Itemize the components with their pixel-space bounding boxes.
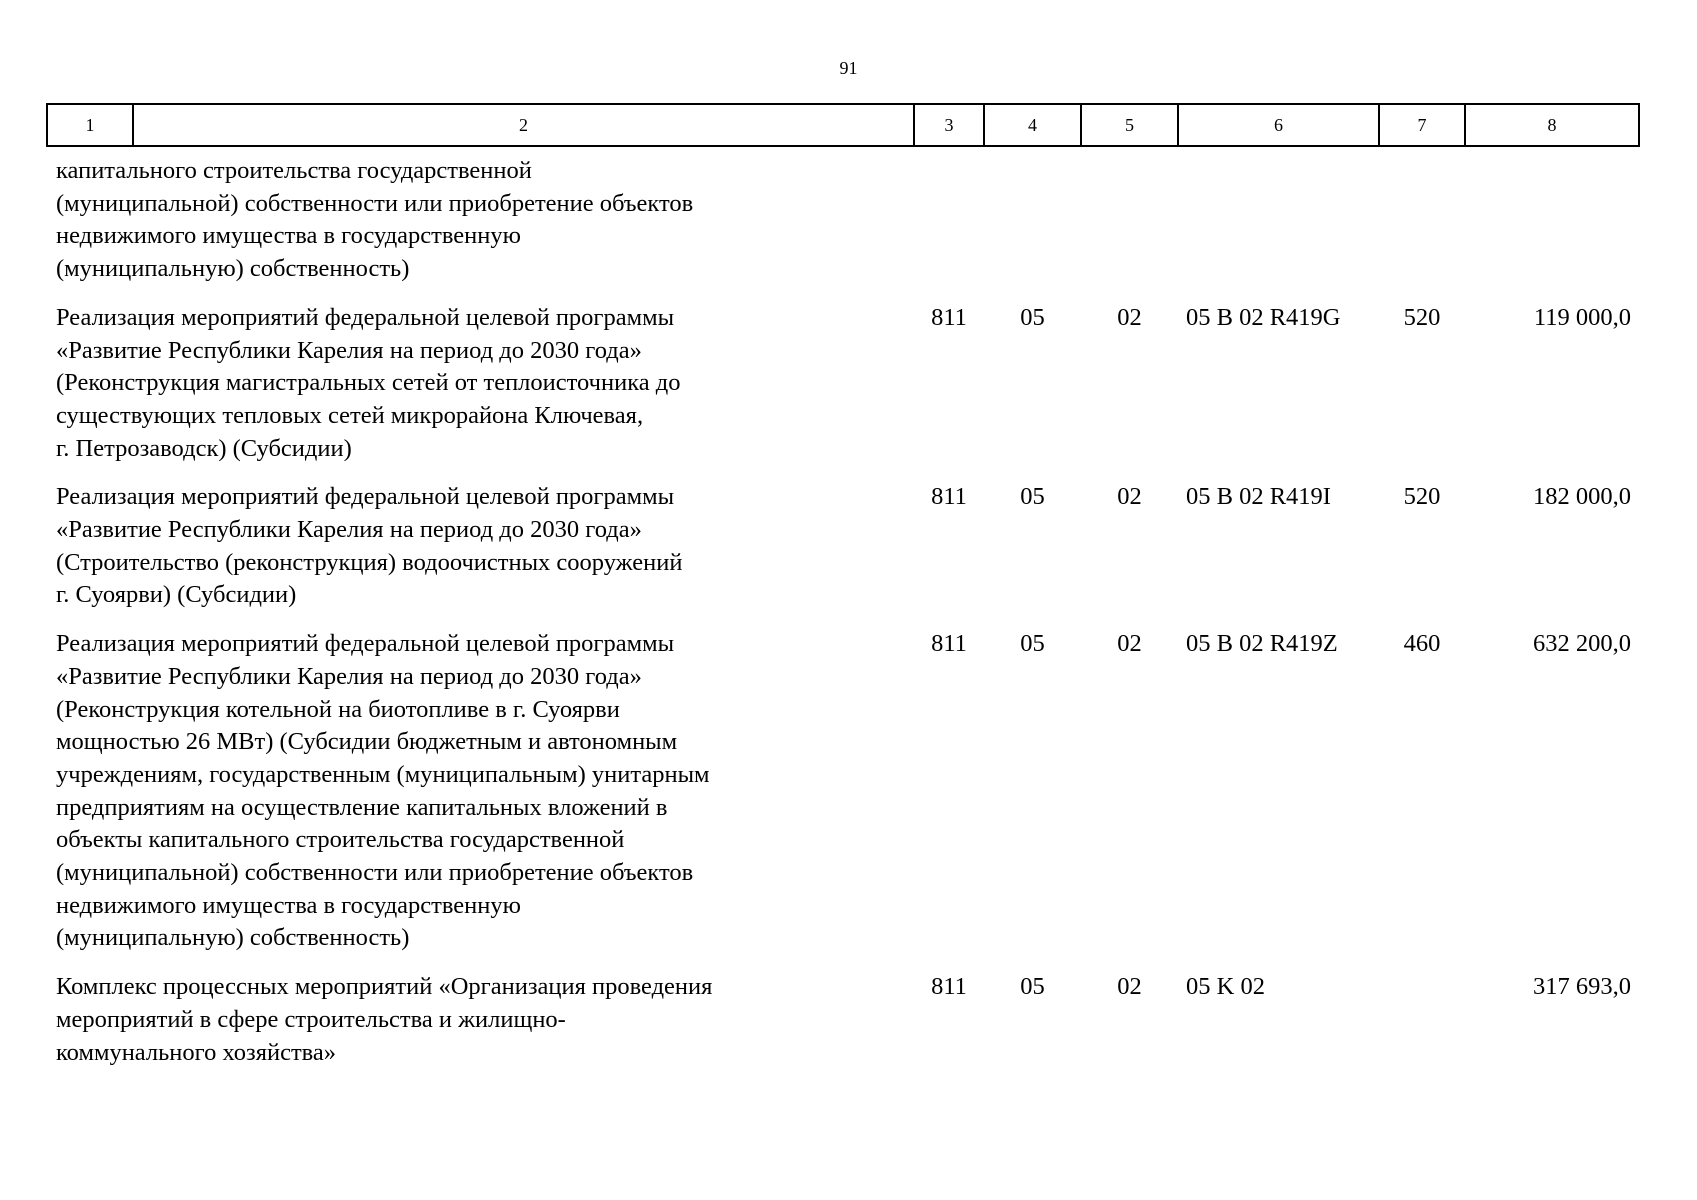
target-article-cell: 05 B 02 R419G (1186, 303, 1341, 331)
row-name-cell (47, 481, 914, 628)
table-row (47, 628, 1639, 971)
target-article-cell: 05 B 02 R419I (1186, 483, 1331, 511)
ministry-code-cell: 811 (931, 973, 967, 1001)
row-name-line: капитального строительства государственной (56, 157, 532, 184)
expense-type-cell: 520 (1403, 483, 1441, 511)
row-name-cell (47, 146, 914, 302)
budget-table (46, 103, 1640, 1085)
row-name-cell (47, 628, 914, 971)
amount-cell: 317 693,0 (1533, 973, 1631, 1001)
subsection-code-cell: 02 (1117, 630, 1142, 658)
row-name-line: недвижимого имущества в государственную (56, 891, 521, 919)
section-code-cell: 05 (1020, 630, 1045, 658)
expense-type-cell: 460 (1403, 630, 1441, 658)
row-name-line: Реализация мероприятий федеральной целевой программы (56, 630, 675, 658)
header-col-4: 4 (984, 104, 1081, 146)
row-name-line: г. Суоярви) (Субсидии) (56, 581, 297, 609)
row-name-text (56, 628, 908, 955)
row-name-line: (муниципальной) собственности или приобретение объектов (56, 189, 694, 217)
row-name-line: г. Петрозаводск) (Субсидии) (56, 434, 352, 462)
expense-type-cell (1379, 146, 1465, 302)
header-col-7: 7 (1379, 104, 1465, 146)
table-header (47, 104, 1639, 146)
row-name-cell (47, 971, 914, 1085)
header-col-1: 1 (47, 104, 133, 146)
header-col-8: 8 (1465, 104, 1639, 146)
ministry-code-cell: 811 (931, 483, 967, 511)
table-row (47, 302, 1639, 482)
row-name-text (56, 302, 908, 466)
header-row (47, 104, 1639, 146)
row-name-line: Комплекс процессных мероприятий «Организация проведения (56, 973, 713, 1001)
ministry-code-cell: 811 (931, 630, 967, 658)
row-name-line: Реализация мероприятий федеральной целевой программы (56, 303, 675, 331)
target-article-cell (1178, 146, 1379, 302)
table-row (47, 481, 1639, 628)
row-name-line: «Развитие Республики Карелия на период до 2030 года» (56, 662, 642, 690)
section-code-cell: 05 (1020, 973, 1045, 1001)
amount-cell (1465, 146, 1639, 302)
section-code-cell (984, 146, 1081, 302)
target-article-cell: 05 B 02 R419Z (1186, 630, 1338, 658)
row-name-text (56, 971, 908, 1069)
ministry-code-cell (914, 146, 984, 302)
header-col-2: 2 (133, 104, 914, 146)
header-col-6: 6 (1178, 104, 1379, 146)
table-row (47, 146, 1639, 302)
row-name-line: коммунального хозяйства» (56, 1038, 337, 1066)
row-name-line: «Развитие Республики Карелия на период до 2030 года» (56, 336, 642, 364)
expense-type-cell (1379, 971, 1465, 1085)
subsection-code-cell (1081, 146, 1178, 302)
row-name-line: мощностью 26 МВт) (Субсидии бюджетным и автономным (56, 728, 678, 756)
header-col-3: 3 (914, 104, 984, 146)
subsection-code-cell: 02 (1117, 303, 1142, 331)
row-name-line: (Реконструкция магистральных сетей от теплоисточника до (56, 369, 681, 397)
row-name-line: существующих тепловых сетей микрорайона Ключевая, (56, 401, 644, 429)
table-body (47, 146, 1639, 1085)
row-name-line: (муниципальной) собственности или приобретение объектов (56, 859, 694, 887)
row-name-line: (муниципальную) собственность) (56, 255, 410, 283)
row-name-line: учреждениям, государственным (муниципальным) унитарным (56, 760, 710, 788)
row-name-line: (Строительство (реконструкция) водоочистных сооружений (56, 548, 683, 576)
table-row (47, 971, 1639, 1085)
row-name-line: мероприятий в сфере строительства и жилищно- (56, 1005, 566, 1033)
section-code-cell: 05 (1020, 483, 1045, 511)
amount-cell: 119 000,0 (1533, 303, 1631, 331)
page-number: 91 (839, 58, 858, 78)
row-name-line: (муниципальную) собственность) (56, 924, 410, 952)
row-name-line: (Реконструкция котельной на биотопливе в г. Суоярви (56, 695, 620, 723)
target-article-cell: 05 K 02 (1186, 973, 1265, 1001)
ministry-code-cell: 811 (931, 303, 967, 331)
row-name-line: объекты капитального строительства государственной (56, 826, 625, 854)
expense-type-cell: 520 (1403, 303, 1441, 331)
row-name-line: недвижимого имущества в государственную (56, 222, 521, 250)
row-name-line: «Развитие Республики Карелия на период до 2030 года» (56, 516, 642, 544)
row-name-text (56, 155, 908, 286)
row-name-line: Реализация мероприятий федеральной целевой программы (56, 483, 675, 511)
subsection-code-cell: 02 (1117, 483, 1142, 511)
section-code-cell: 05 (1020, 303, 1045, 331)
amount-cell: 182 000,0 (1533, 483, 1631, 511)
row-name-line: предприятиям на осуществление капитальных вложений в (56, 793, 668, 821)
subsection-code-cell: 02 (1117, 973, 1142, 1001)
header-col-5: 5 (1081, 104, 1178, 146)
amount-cell: 632 200,0 (1533, 630, 1631, 658)
row-name-cell (47, 302, 914, 482)
row-name-text (56, 481, 908, 612)
